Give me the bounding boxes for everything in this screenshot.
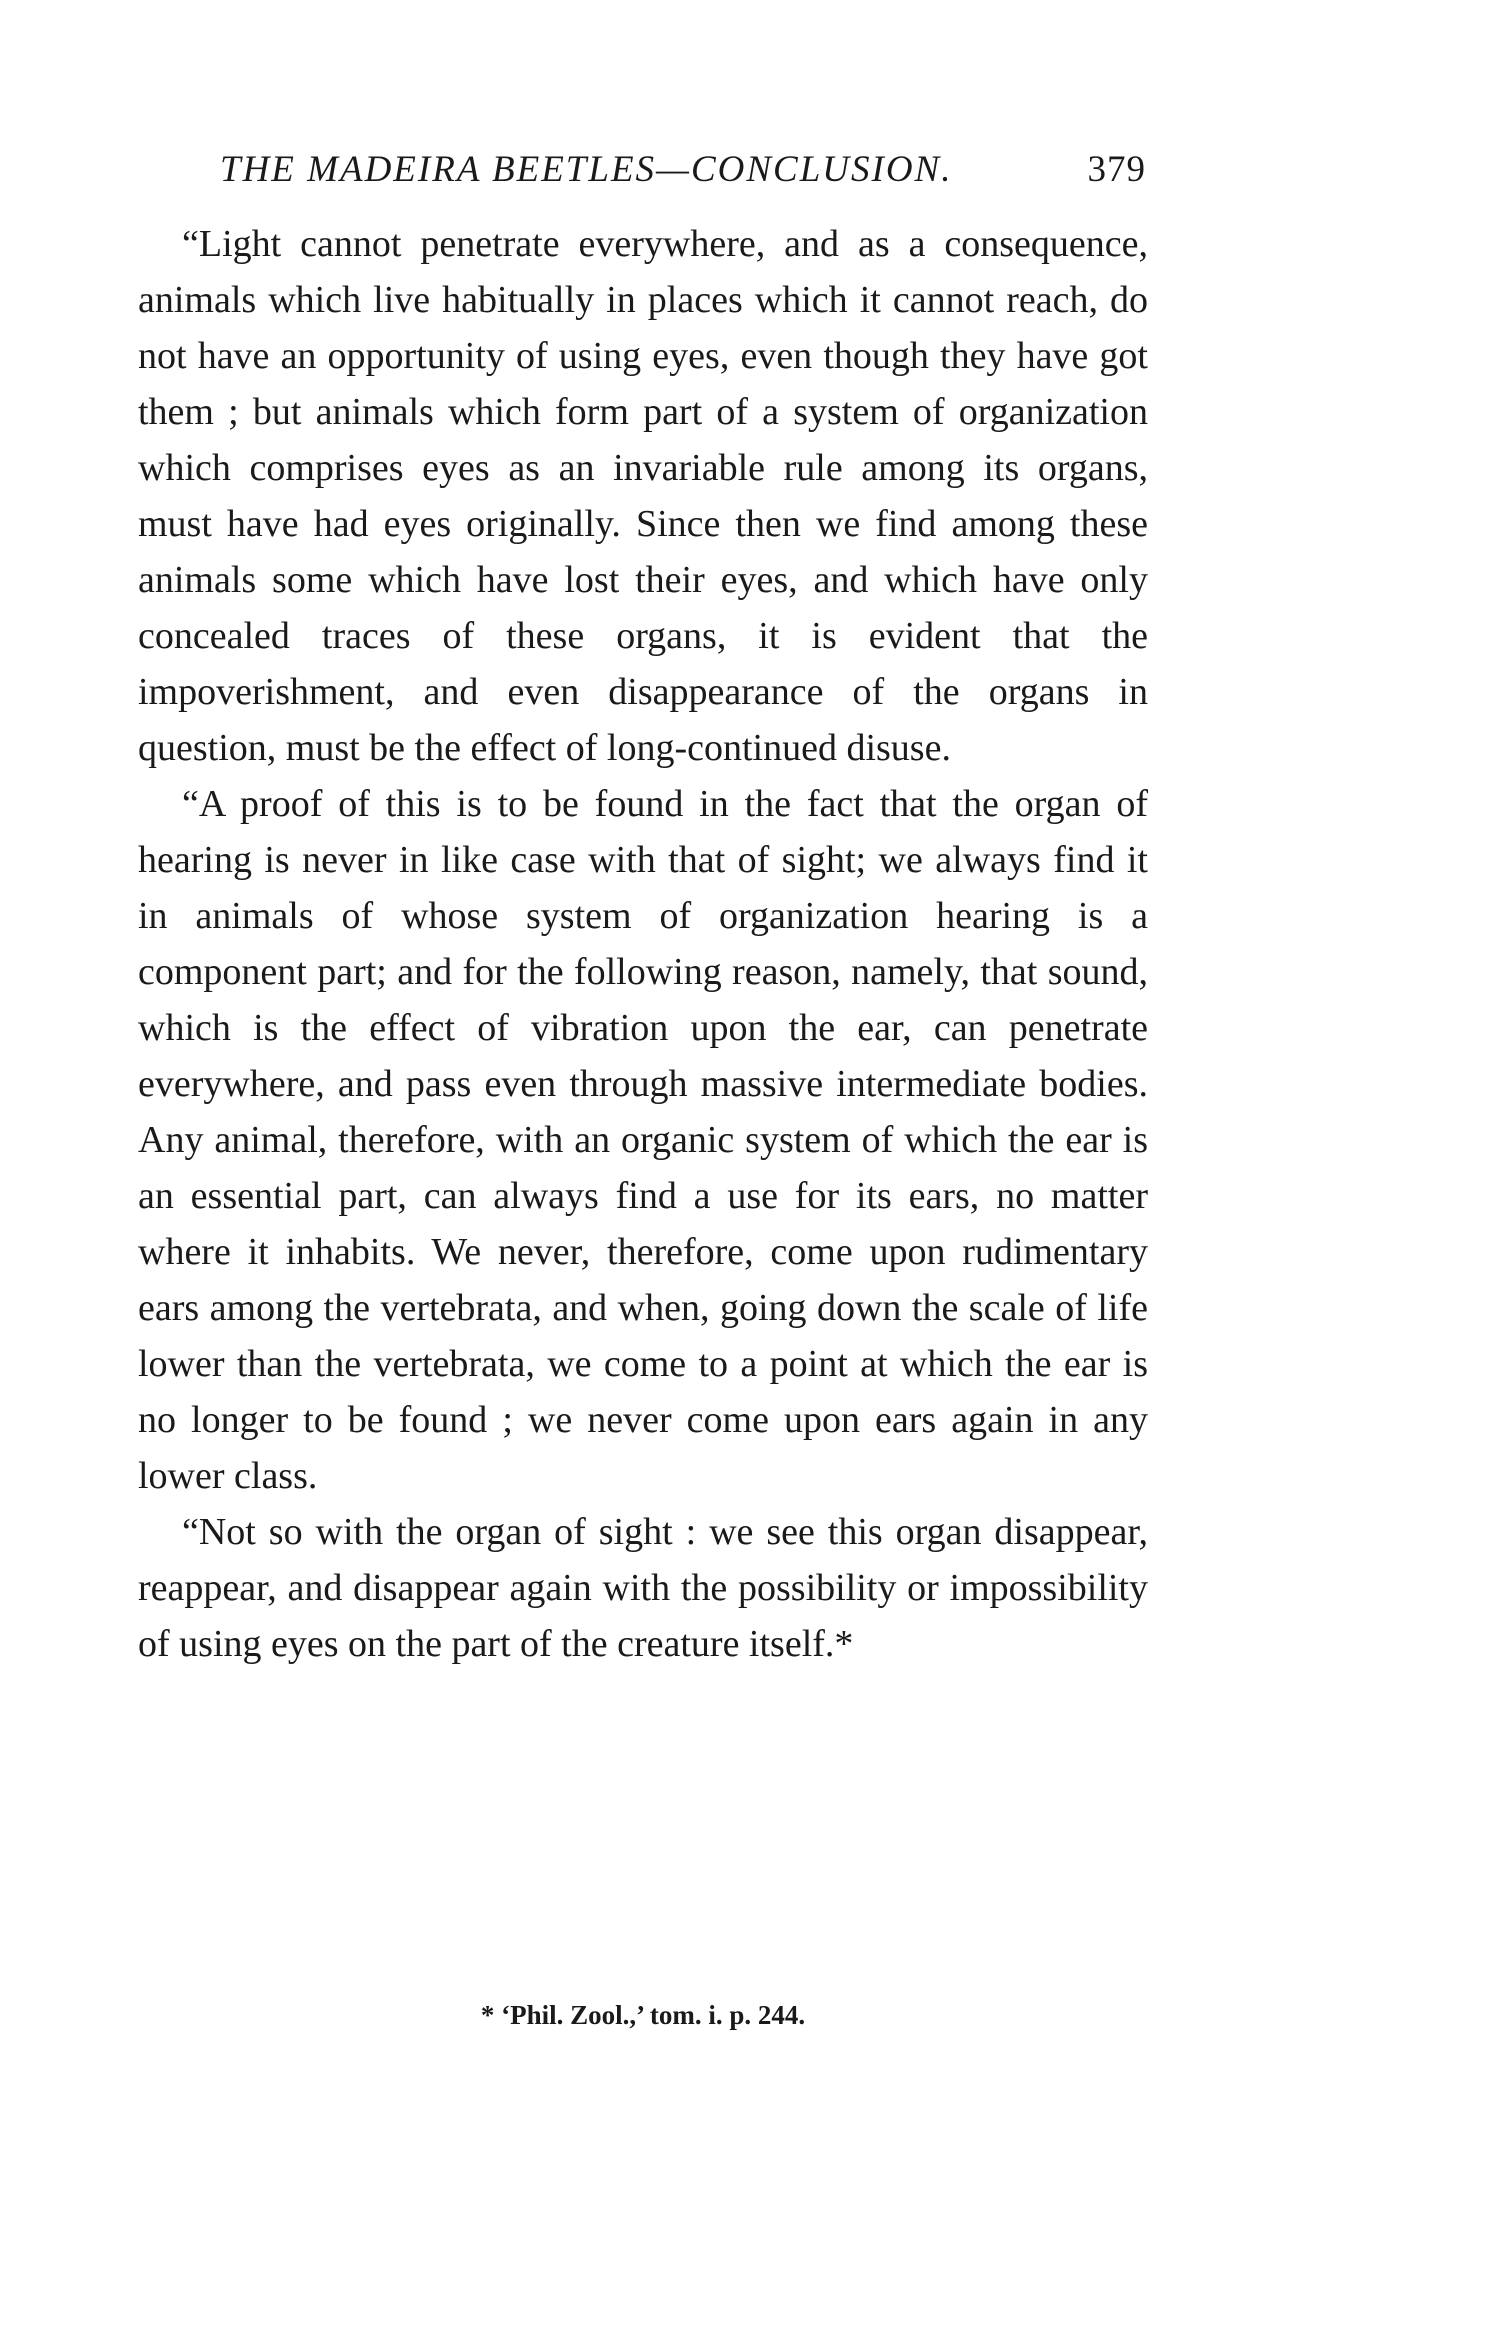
paragraph-hearing: “A proof of this is to be found in the fact that the organ of hearing is never in like case with that of sight; we always find it in animals of whose system of organization hearing is a component part; and for the following reason, namely, that sound, which is the effect of vibration upon the ear, can penetrate everywhere, and pass even through massive intermediate bodies. Any animal, therefore, with an organic system of which the ear is an essential part, can always find a use for its ears, no matter where it inhabits. We never, therefore, come upon rudimentary ears among the vertebrata, and when, going down the scale of life lower than the vertebrata, we come to a point at which the ear is no longer to be found ; we never come upon ears again in any lower class. bbox=[138, 783, 1148, 1497]
footnote: * ‘Phil. Zool.,’ tom. i. p. 244. bbox=[480, 2000, 806, 2030]
page-number: 379 bbox=[1087, 149, 1146, 190]
paragraph-light: “Light cannot penetrate everywhere, and as a consequence, animals which live habitually in places which it cannot reach, do not have an opportunity of using eyes, even though they have got them ; but animals which form part of a system of organization which comprises eyes as an invariable rule among its organs, must have had eyes originally. Since then we find among these animals some which have lost their eyes, and which have only concealed traces of these organs, it is evident that the impoverishment, and even disappearance of the organs in question, must be the effect of long-continued disuse. bbox=[138, 223, 1148, 769]
paragraph-sight: “Not so with the organ of sight : we see this organ disappear, reappear, and disappear again with the possibility or impossibility of using eyes on the part of the creature itself.* bbox=[138, 1511, 1148, 1665]
running-head bbox=[220, 140, 1146, 200]
running-title: THE MADEIRA BEETLES—CONCLUSION. bbox=[220, 149, 953, 190]
body-text bbox=[138, 216, 1148, 1672]
